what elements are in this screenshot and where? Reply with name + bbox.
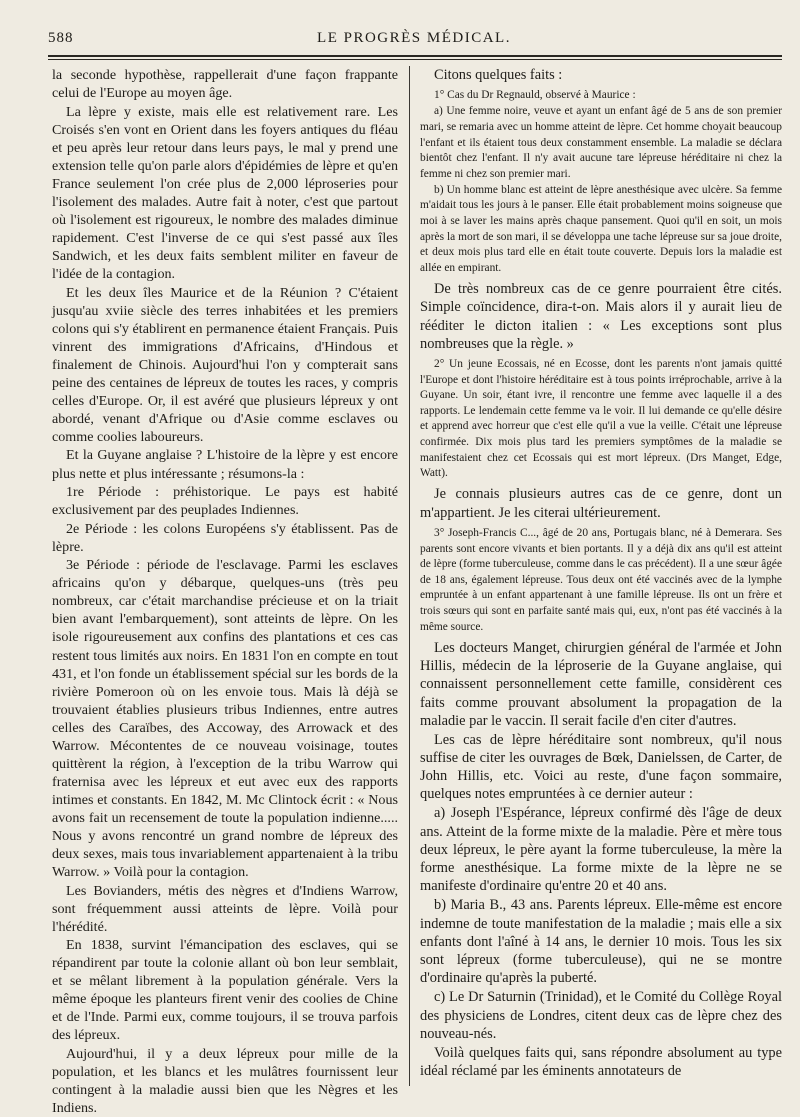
paragraph: Je connais plusieurs autres cas de ce genre, dont un m'appartient. Je les citerai ultérieurement.	[420, 486, 782, 521]
left-column	[52, 66, 398, 1117]
case-note: 2° Un jeune Ecossais, né en Ecosse, dont les parents n'ont jamais quitté l'Europe et dont l'histoire héréditaire est à tous points irréprochable, arrive à la Guyane. Un soir, étant ivre, il rencontre une femme avec laquelle il a des rapports. Le lendemain cette femme va le voir. Il lui demande ce qu'elle désire et apprend avec horreur que c'est elle qu'il a vue la veille. C'était une lépreuse confirmée. Dix mois plus tard les premiers symptômes de la maladie se manifestaient chez cet Ecossais qui est mort lépreux. (Drs Manget, Edge, Watt).	[420, 358, 782, 480]
header-rule	[48, 55, 782, 57]
case-note: a) Une femme noire, veuve et ayant un enfant âgé de 5 ans de son premier mari, se remaria avec un homme atteint de lèpre. Cet homme choyait beaucoup l'enfant et ils étaient tous deux constamment ensemble. La maladie se déclara bientôt chez l'enfant. Il n'y avait aucune tare lépreuse héréditaire ni chez la femme ni chez son premier mari.	[420, 105, 782, 180]
paragraph: La lèpre y existe, mais elle est relativement rare. Les Croisés s'en vont en Orient dans les foyers antiques du fléau et peu après leur retour dans leurs pays, le mal y prend une extension telle qu'on parle alors d'épidémies de lèpre et qu'en France seulement l'on crée plus de 2,000 léproseries pour l'isolement des malades. Autre fait à noter, c'est que partout où l'isolement est rigoureux, le nombre des malades diminue rapidement. C'est l'inverse de ce qui s'est passé aux îles Sandwich, et les deux faits semblent militer en faveur de l'idée de la contagion.	[52, 103, 398, 283]
paragraph: 1re Période : préhistorique. Le pays est habité exclusivement par des peuplades Indiennes.	[52, 484, 398, 519]
paragraph: Et la Guyane anglaise ? L'histoire de la lèpre y est encore plus nette et plus intéressante ; résumons-la :	[52, 447, 398, 482]
paragraph: Citons quelques faits :	[434, 67, 563, 83]
paragraph: Les Bovianders, métis des nègres et d'Indiens Warrow, sont fréquemment aussi atteints de lèpre. Voilà pour l'hérédité.	[52, 882, 398, 935]
paragraph: En 1838, survint l'émancipation des esclaves, qui se répandirent par toute la colonie allant où bon leur semblait, et se mêlant librement à la population générale. Vers la même époque les planteurs firent venir des coolies de Chine et de l'Inde. Parmi eux, comme toujours, il se trouva parfois des lépreux.	[52, 937, 398, 1044]
paragraph: Les cas de lèpre héréditaire sont nombreux, qu'il nous suffise de citer les ouvrages de Bœk, Danielssen, de Carter, de John Hillis, etc. Voici au reste, d'une façon sommaire, quelques notes empruntées à ce dernier auteur :	[420, 731, 782, 803]
paragraph: la seconde hypothèse, rappellerait d'une façon frappante celui de l'Europe au moyen âge.	[52, 67, 398, 102]
running-title: LE PROGRÈS MÉDICAL.	[317, 30, 511, 46]
paragraph: 3e Période : période de l'esclavage. Parmi les esclaves africains qu'on y débarque, quelques-uns (très peu nombreux, car c'était marchandise précieuse et on la triait bien avant l'embarquement), sont atteints de lèpre. On les isole rigoureusement aux confins des plantations et ces cas restent tous limités aux noirs. En 1831 l'on en compte en tout 431, et l'on fonde un établissement spécial sur les bords de la rivière Pomeroon où on les envoie tous. Mais là déjà se trouvaient établies plusieurs tribus Indiennes, entre autres celles des Caraïbes, des Accoway, des Arrowack et des Warrow. Mécontentes de ce nouveau voisinage, toutes quittèrent la région, à l'exception de la tribu Warrow qui fraternisa avec les lépreux et eut avec eux des rapports intimes et constants. En 1842, M. Mc Clintock écrit : « Nous avons fait un recensement de toute la population indienne..... Nous y avons rencontré un grand nombre de lépreux des deux sexes, mais tous invariablement appartenaient à la tribu Warrow. » Voilà pour la contagion.	[52, 557, 398, 881]
paragraph: a) Joseph l'Espérance, lépreux confirmé dès l'âge de deux ans. Atteint de la forme mixte de la maladie. Père et mère tous deux lépreux, le père ayant la forme tuberculeuse, la mère la forme anesthésique. La forme mixte de la lèpre ne se manifeste d'ordinaire qu'entre 20 et 40 ans.	[420, 805, 782, 895]
column-divider	[409, 66, 410, 1086]
case-note: 1° Cas du Dr Regnauld, observé à Maurice :	[434, 89, 636, 102]
case-note: 3° Joseph-Francis C..., âgé de 20 ans, Portugais blanc, né à Demerara. Ses parents sont encore vivants et bien portants. Il y a déjà dix ans qu'il est atteint de lèpre (forme tuberculeuse, comme dans le cas précédent). Il a une sœur âgée de 18 ans, également lépreuse. Tous deux ont été vaccinés avec de la lymphe empruntée à un enfant appartenant à une famille lépreuse. Ils ont un frère et trois sœurs qui sont en parfaite santé mais qui, eux, n'ont pas été vaccinés à la même source.	[420, 526, 782, 633]
page-number: 588	[48, 30, 74, 46]
case-note: b) Un homme blanc est atteint de lèpre anesthésique avec ulcère. Sa femme m'aidait tous les jours à le panser. Elle était probablement moins soigneuse que moi à se laver les mains après chaque pansement. Quoi qu'il en soit, un mois après la mort de son mari, il se développa une tache lépreuse sur sa joue droite, et deux mois plus tard elle en était toute couverte. Depuis lors la maladie est allée en empirant.	[420, 183, 782, 274]
right-column	[420, 66, 782, 1106]
header-rule-thin	[48, 59, 782, 60]
page-header	[48, 30, 780, 52]
paragraph: Aujourd'hui, il y a deux lépreux pour mille de la population, et les blancs et les mulâtres fournissent leur contingent à la maladie aussi bien que les Nègres et les Indiens.	[52, 1046, 398, 1117]
paragraph: Et les deux îles Maurice et de la Réunion ? C'étaient jusqu'au xviie siècle des terres inhabitées et les premiers colons qui s'y établirent en permanence étaient Français. Puis vinrent des immigrations d'Africains, d'Hindous et finalement de Chinois. Aujourd'hui l'on y compterait sans peine des centaines de lépreux de toutes les races, y compris celles d'Europe. Or, il est avéré que plusieurs lépreux y ont abordé, venant d'Afrique ou d'Asie comme esclaves ou comme coolies laboureurs.	[52, 284, 398, 445]
paragraph: c) Le Dr Saturnin (Trinidad), et le Comité du Collège Royal des physiciens de Londres, citent deux cas de lèpre chez des nouveau-nés.	[420, 989, 782, 1042]
paragraph: b) Maria B., 43 ans. Parents lépreux. Elle-même est encore indemne de toute manifestation de la maladie ; mais elle a six enfants dont l'aîné à 14 ans, le dernier 10 mois. Tous les six sont lépreux (forme tuberculeuse), qui ne se montre d'ordinaire qu'après la puberté.	[420, 897, 782, 987]
paragraph: 2e Période : les colons Européens s'y établissent. Pas de lèpre.	[52, 520, 398, 555]
paragraph: De très nombreux cas de ce genre pourraient être cités. Simple coïncidence, dira-t-on. Mais alors il y aurait lieu de rééditer le dicton italien : « Les exceptions sont plus nombreuses que la règle. »	[420, 280, 782, 352]
paragraph: Les docteurs Manget, chirurgien général de l'armée et John Hillis, médecin de la léproserie de la Guyane anglaise, qui connaissent personnellement cette famille, considèrent ces faits comme prouvant absolument la propagation de la maladie par le vaccin. Il serait facile d'en citer d'autres.	[420, 639, 782, 729]
paragraph: Voilà quelques faits qui, sans répondre absolument au type idéal réclamé par les éminents annotateurs de	[420, 1044, 782, 1079]
